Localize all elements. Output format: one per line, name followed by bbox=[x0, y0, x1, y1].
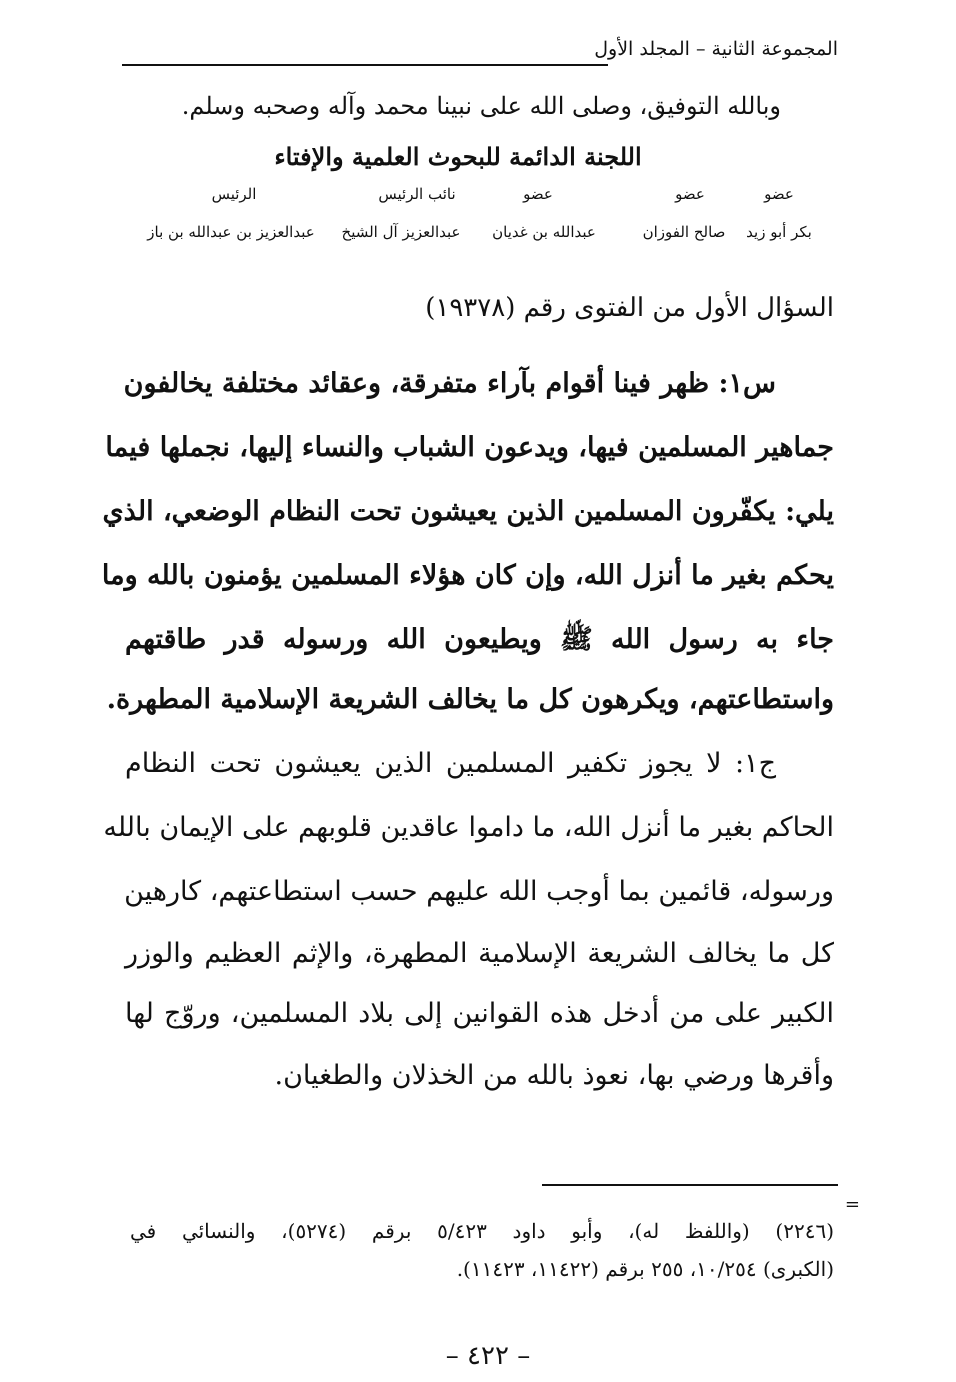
question-line: يلي: يكفّرون المسلمين الذين يعيشون تحت النظام الوضعي، الذي bbox=[102, 496, 834, 527]
answer-line: الحاكم بغير ما أنزل الله، ما داموا عاقدين قلوبهم على الإيمان بالله bbox=[103, 812, 834, 843]
signatory-name: عبدالعزيز بن عبدالله بن باز bbox=[147, 223, 315, 241]
question-line: يحكم بغير ما أنزل الله، وإن كان هؤلاء المسلمين يؤمنون بالله وما bbox=[101, 560, 834, 591]
signatory-role: نائب الرئيس bbox=[378, 185, 456, 203]
footnote-rule bbox=[542, 1184, 838, 1186]
answer-line: كل ما يخالف الشريعة الإسلامية المطهرة، والإثم العظيم والوزر bbox=[125, 938, 834, 969]
answer-line: وأقرها ورضي بها، نعوذ بالله من الخذلان والطغيان. bbox=[274, 1060, 834, 1091]
signatory-role: عضو bbox=[675, 185, 705, 203]
question-line: س١: ظهر فينا أقوام بآراء متفرقة، وعقائد مختلفة يخالفون bbox=[123, 368, 776, 399]
running-head-text: المجموعة الثانية – المجلد الأول bbox=[594, 38, 838, 60]
question-heading: السؤال الأول من الفتوى رقم (١٩٣٧٨) bbox=[425, 293, 834, 323]
signatory-role: الرئيس bbox=[211, 185, 257, 203]
question-line: جماهير المسلمين فيها، ويدعون الشباب والنساء إليها، نجملها فيما bbox=[105, 432, 834, 463]
committee-title: اللجنة الدائمة للبحوث العلمية والإفتاء bbox=[274, 142, 642, 171]
closing-line: وبالله التوفيق، وصلى الله على نبينا محمد وآله وصحبه وسلم. bbox=[181, 92, 781, 120]
answer-line: ج١: لا يجوز تكفير المسلمين الذين يعيشون تحت النظام bbox=[125, 748, 776, 779]
question-line: جاء به رسول الله ﷺ ويطيعون الله ورسوله قدر طاقتهم bbox=[125, 624, 834, 655]
answer-line: ورسوله، قائمين بما أوجب الله عليهم حسب استطاعتهم، كارهين bbox=[124, 876, 834, 907]
signatory-name: عبدالعزيز آل الشيخ bbox=[341, 223, 461, 241]
page-number: – ٤٢٢ – bbox=[445, 1341, 531, 1371]
signatory-role: عضو bbox=[523, 185, 553, 203]
running-head-rule bbox=[122, 64, 608, 66]
running-head bbox=[122, 36, 838, 62]
signatory-name: عبدالله بن غديان bbox=[492, 223, 596, 241]
question-line: واستطاعتهم، ويكرهون كل ما يخالف الشريعة الإسلامية المطهرة. bbox=[106, 684, 834, 715]
signatory-role: عضو bbox=[764, 185, 794, 203]
answer-line: الكبير على من أدخل هذه القوانين إلى بلاد المسلمين، وروّج لها bbox=[125, 998, 834, 1029]
footnote-line: (٢٢٤٦) (واللفظ له)، وأبو داود ٥/٤٢٣ برقم (٥٢٧٤)، والنسائي في bbox=[130, 1219, 835, 1243]
footnote-line: (الكبرى) ١٠/٢٥٤، ٢٥٥ برقم (١١٤٢٢، ١١٤٢٣). bbox=[456, 1257, 834, 1281]
footnote-continuation-marker: = bbox=[844, 1194, 860, 1215]
signatory-name: صالح الفوزان bbox=[642, 223, 726, 241]
signatory-name: بكر أبو زيد bbox=[746, 223, 812, 241]
